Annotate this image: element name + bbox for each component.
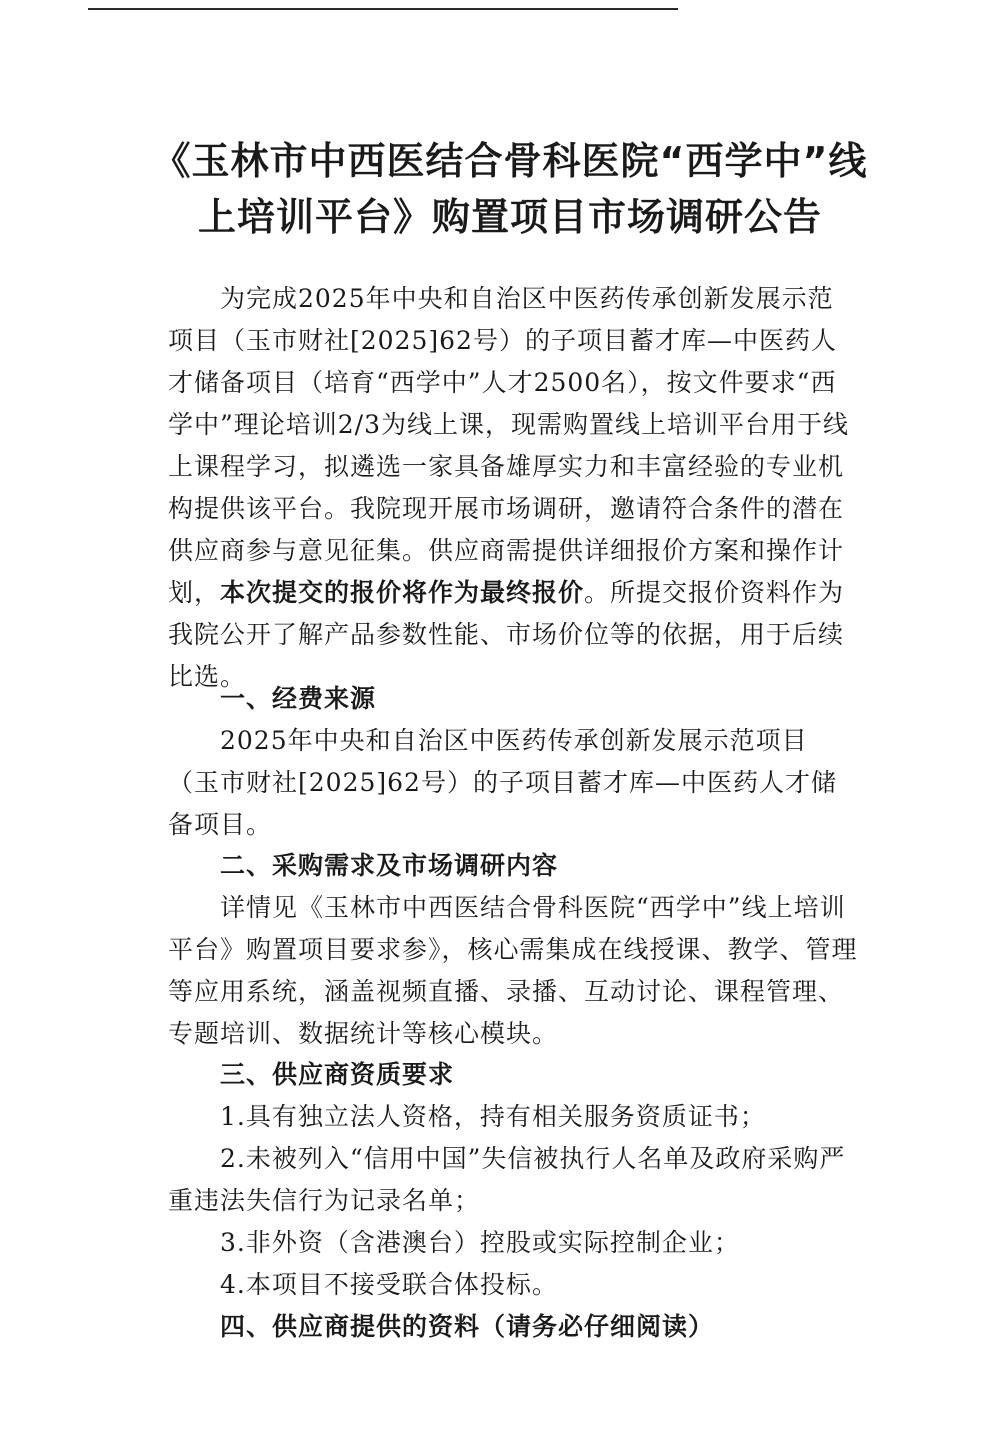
section1-heading: 一、经费来源 xyxy=(220,684,377,713)
title-line-2: 上培训平台》购置项目市场调研公告 xyxy=(197,195,822,239)
intro-text-end: 。所提交报价资料作为我院公开了解产品参数性能、市场价位等的依据，用于后续比选。 xyxy=(168,578,845,691)
list-item: 4.本项目不接受联合体投标。 xyxy=(220,1270,558,1299)
section2-body: 详情见《玉林市中西医结合骨科医院“西学中”线上培训平台》购置项目要求参》，核心需集成在线授课、教学、管理等应用系统，涵盖视频直播、录播、互动讨论、课程管理、专题培训、数据统计等核心模块。 xyxy=(168,893,858,1048)
section1-body: 2025年中央和自治区中医药传承创新发展示范项目（玉市财社[2025]62号）的子项目蓄才库—中医药人才储备项目。 xyxy=(168,726,837,839)
section2-heading: 二、采购需求及市场调研内容 xyxy=(220,851,559,880)
title-line-1: 《玉林市中西医结合骨科医院“西学中”线 xyxy=(152,139,868,183)
section3-heading: 三、供应商资质要求 xyxy=(220,1060,455,1089)
list-item: 2.未被列入“信用中国”失信被执行人名单及政府采购严重违法失信行为记录名单； xyxy=(168,1144,846,1215)
section4-heading: 四、供应商提供的资料（请务必仔细阅读） xyxy=(220,1312,715,1341)
list-item: 1.具有独立法人资格，持有相关服务资质证书； xyxy=(220,1102,766,1131)
intro-paragraph xyxy=(168,278,858,698)
intro-bold-text: 本次提交的报价将作为最终报价 xyxy=(220,578,585,607)
intro-text: 为完成2025年中央和自治区中医药传承创新发展示范项目（玉市财社[2025]62号）的子项目蓄才库—中医药人才储备项目（培育“西学中”人才2500名），按文件要求“西学中”理论培训2/3为线上课，现需购置线上培训平台用于线上课程学习，拟遴选一家具备雄厚实力和丰富经验的专业机构提供该平台。我院现开展市场调研，邀请符合条件的潜在供应商参与意见征集。供应商需提供详细报价方案和操作计划， xyxy=(168,284,850,607)
list-item: 3.非外资（含港澳台）控股或实际控制企业； xyxy=(220,1228,740,1257)
page-title xyxy=(150,133,870,245)
scan-edge-line xyxy=(88,8,678,10)
